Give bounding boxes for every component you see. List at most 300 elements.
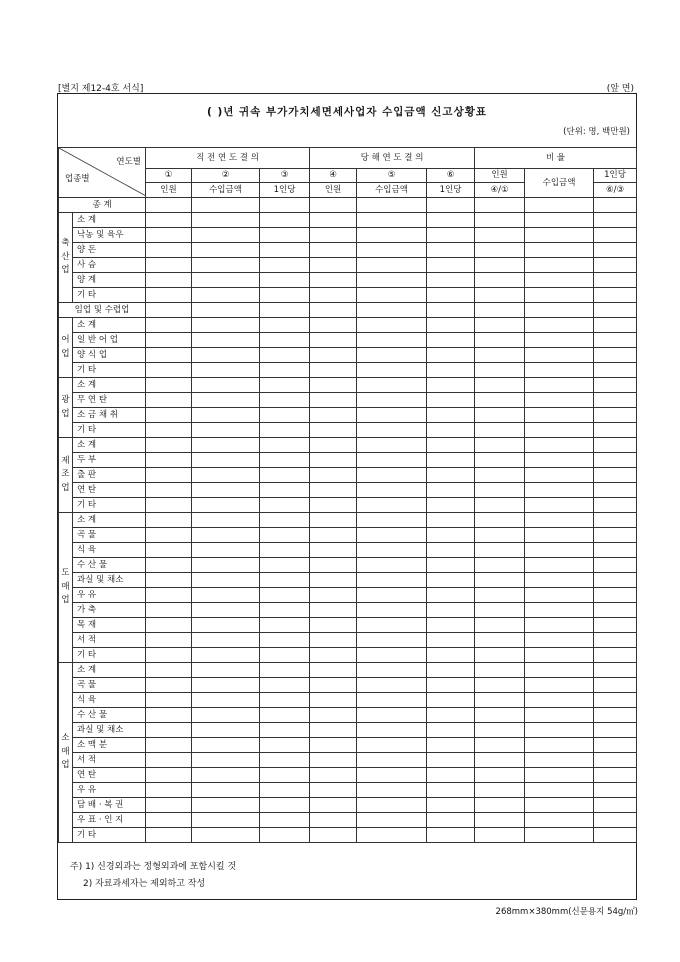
data-cell[interactable]: [357, 708, 427, 723]
data-cell[interactable]: [475, 408, 525, 423]
data-cell[interactable]: [525, 648, 594, 663]
data-cell[interactable]: [146, 588, 192, 603]
data-cell[interactable]: [192, 738, 260, 753]
data-cell[interactable]: [475, 783, 525, 798]
data-cell[interactable]: [525, 318, 594, 333]
data-cell[interactable]: [146, 348, 192, 363]
data-cell[interactable]: [146, 273, 192, 288]
data-cell[interactable]: [427, 348, 475, 363]
data-cell[interactable]: [594, 828, 637, 843]
data-cell[interactable]: [260, 258, 310, 273]
data-cell[interactable]: [357, 243, 427, 258]
data-cell[interactable]: [427, 213, 475, 228]
data-cell[interactable]: [525, 543, 594, 558]
data-cell[interactable]: [357, 543, 427, 558]
data-cell[interactable]: [525, 693, 594, 708]
data-cell[interactable]: [475, 693, 525, 708]
data-cell[interactable]: [310, 693, 357, 708]
data-cell[interactable]: [594, 423, 637, 438]
data-cell[interactable]: [594, 498, 637, 513]
data-cell[interactable]: [192, 603, 260, 618]
data-cell[interactable]: [310, 498, 357, 513]
data-cell[interactable]: [357, 828, 427, 843]
data-cell[interactable]: [260, 588, 310, 603]
data-cell[interactable]: [357, 513, 427, 528]
data-cell[interactable]: [192, 768, 260, 783]
data-cell[interactable]: [594, 273, 637, 288]
data-cell[interactable]: [594, 393, 637, 408]
data-cell[interactable]: [310, 408, 357, 423]
data-cell[interactable]: [475, 573, 525, 588]
data-cell[interactable]: [260, 768, 310, 783]
data-cell[interactable]: [427, 318, 475, 333]
data-cell[interactable]: [357, 198, 427, 213]
data-cell[interactable]: [427, 573, 475, 588]
data-cell[interactable]: [357, 528, 427, 543]
data-cell[interactable]: [146, 828, 192, 843]
data-cell[interactable]: [357, 348, 427, 363]
data-cell[interactable]: [475, 663, 525, 678]
data-cell[interactable]: [525, 498, 594, 513]
data-cell[interactable]: [357, 618, 427, 633]
data-cell[interactable]: [192, 258, 260, 273]
data-cell[interactable]: [192, 318, 260, 333]
data-cell[interactable]: [260, 828, 310, 843]
data-cell[interactable]: [260, 453, 310, 468]
data-cell[interactable]: [357, 813, 427, 828]
data-cell[interactable]: [525, 348, 594, 363]
data-cell[interactable]: [260, 198, 310, 213]
data-cell[interactable]: [475, 738, 525, 753]
data-cell[interactable]: [357, 363, 427, 378]
data-cell[interactable]: [260, 573, 310, 588]
data-cell[interactable]: [192, 693, 260, 708]
data-cell[interactable]: [146, 378, 192, 393]
data-cell[interactable]: [357, 483, 427, 498]
data-cell[interactable]: [427, 498, 475, 513]
data-cell[interactable]: [427, 648, 475, 663]
data-cell[interactable]: [594, 363, 637, 378]
data-cell[interactable]: [146, 783, 192, 798]
data-cell[interactable]: [310, 228, 357, 243]
data-cell[interactable]: [310, 588, 357, 603]
data-cell[interactable]: [357, 468, 427, 483]
data-cell[interactable]: [260, 603, 310, 618]
data-cell[interactable]: [475, 273, 525, 288]
data-cell[interactable]: [357, 423, 427, 438]
data-cell[interactable]: [427, 753, 475, 768]
data-cell[interactable]: [310, 618, 357, 633]
data-cell[interactable]: [525, 828, 594, 843]
data-cell[interactable]: [594, 333, 637, 348]
data-cell[interactable]: [525, 738, 594, 753]
data-cell[interactable]: [146, 198, 192, 213]
data-cell[interactable]: [427, 468, 475, 483]
data-cell[interactable]: [192, 438, 260, 453]
data-cell[interactable]: [192, 828, 260, 843]
data-cell[interactable]: [594, 513, 637, 528]
data-cell[interactable]: [146, 693, 192, 708]
data-cell[interactable]: [192, 618, 260, 633]
data-cell[interactable]: [146, 678, 192, 693]
data-cell[interactable]: [192, 453, 260, 468]
data-cell[interactable]: [146, 543, 192, 558]
data-cell[interactable]: [260, 318, 310, 333]
data-cell[interactable]: [594, 723, 637, 738]
data-cell[interactable]: [525, 513, 594, 528]
data-cell[interactable]: [260, 543, 310, 558]
data-cell[interactable]: [594, 243, 637, 258]
data-cell[interactable]: [427, 528, 475, 543]
data-cell[interactable]: [475, 228, 525, 243]
data-cell[interactable]: [525, 633, 594, 648]
data-cell[interactable]: [594, 348, 637, 363]
data-cell[interactable]: [310, 603, 357, 618]
data-cell[interactable]: [427, 543, 475, 558]
data-cell[interactable]: [427, 723, 475, 738]
data-cell[interactable]: [310, 678, 357, 693]
data-cell[interactable]: [260, 393, 310, 408]
data-cell[interactable]: [310, 453, 357, 468]
data-cell[interactable]: [525, 303, 594, 318]
data-cell[interactable]: [594, 618, 637, 633]
data-cell[interactable]: [260, 783, 310, 798]
data-cell[interactable]: [310, 768, 357, 783]
data-cell[interactable]: [525, 453, 594, 468]
data-cell[interactable]: [525, 603, 594, 618]
data-cell[interactable]: [594, 633, 637, 648]
data-cell[interactable]: [146, 513, 192, 528]
data-cell[interactable]: [594, 453, 637, 468]
data-cell[interactable]: [525, 393, 594, 408]
data-cell[interactable]: [310, 288, 357, 303]
data-cell[interactable]: [427, 438, 475, 453]
data-cell[interactable]: [192, 288, 260, 303]
data-cell[interactable]: [525, 333, 594, 348]
data-cell[interactable]: [260, 738, 310, 753]
data-cell[interactable]: [475, 723, 525, 738]
data-cell[interactable]: [427, 603, 475, 618]
data-cell[interactable]: [310, 663, 357, 678]
data-cell[interactable]: [357, 408, 427, 423]
data-cell[interactable]: [475, 198, 525, 213]
data-cell[interactable]: [146, 333, 192, 348]
data-cell[interactable]: [357, 273, 427, 288]
data-cell[interactable]: [475, 258, 525, 273]
data-cell[interactable]: [192, 723, 260, 738]
data-cell[interactable]: [525, 228, 594, 243]
data-cell[interactable]: [427, 243, 475, 258]
data-cell[interactable]: [475, 393, 525, 408]
data-cell[interactable]: [192, 333, 260, 348]
data-cell[interactable]: [357, 603, 427, 618]
data-cell[interactable]: [146, 303, 192, 318]
data-cell[interactable]: [594, 288, 637, 303]
data-cell[interactable]: [427, 828, 475, 843]
data-cell[interactable]: [475, 363, 525, 378]
data-cell[interactable]: [594, 528, 637, 543]
data-cell[interactable]: [594, 663, 637, 678]
data-cell[interactable]: [525, 723, 594, 738]
data-cell[interactable]: [427, 588, 475, 603]
data-cell[interactable]: [146, 483, 192, 498]
data-cell[interactable]: [357, 783, 427, 798]
data-cell[interactable]: [146, 798, 192, 813]
data-cell[interactable]: [525, 768, 594, 783]
data-cell[interactable]: [594, 783, 637, 798]
data-cell[interactable]: [310, 378, 357, 393]
data-cell[interactable]: [310, 543, 357, 558]
data-cell[interactable]: [310, 348, 357, 363]
data-cell[interactable]: [594, 678, 637, 693]
data-cell[interactable]: [427, 288, 475, 303]
data-cell[interactable]: [260, 813, 310, 828]
data-cell[interactable]: [357, 258, 427, 273]
data-cell[interactable]: [525, 528, 594, 543]
data-cell[interactable]: [357, 228, 427, 243]
data-cell[interactable]: [475, 318, 525, 333]
data-cell[interactable]: [146, 528, 192, 543]
data-cell[interactable]: [260, 363, 310, 378]
data-cell[interactable]: [475, 753, 525, 768]
data-cell[interactable]: [427, 663, 475, 678]
data-cell[interactable]: [475, 603, 525, 618]
data-cell[interactable]: [427, 693, 475, 708]
data-cell[interactable]: [427, 363, 475, 378]
data-cell[interactable]: [260, 288, 310, 303]
data-cell[interactable]: [310, 783, 357, 798]
data-cell[interactable]: [525, 378, 594, 393]
data-cell[interactable]: [525, 573, 594, 588]
data-cell[interactable]: [357, 393, 427, 408]
data-cell[interactable]: [357, 558, 427, 573]
data-cell[interactable]: [310, 213, 357, 228]
data-cell[interactable]: [310, 333, 357, 348]
data-cell[interactable]: [525, 408, 594, 423]
data-cell[interactable]: [146, 258, 192, 273]
data-cell[interactable]: [427, 633, 475, 648]
data-cell[interactable]: [357, 678, 427, 693]
data-cell[interactable]: [192, 588, 260, 603]
data-cell[interactable]: [525, 273, 594, 288]
data-cell[interactable]: [146, 618, 192, 633]
data-cell[interactable]: [427, 783, 475, 798]
data-cell[interactable]: [525, 288, 594, 303]
data-cell[interactable]: [475, 528, 525, 543]
data-cell[interactable]: [357, 663, 427, 678]
data-cell[interactable]: [594, 558, 637, 573]
data-cell[interactable]: [525, 198, 594, 213]
data-cell[interactable]: [475, 213, 525, 228]
data-cell[interactable]: [192, 648, 260, 663]
data-cell[interactable]: [525, 813, 594, 828]
data-cell[interactable]: [146, 243, 192, 258]
data-cell[interactable]: [310, 393, 357, 408]
data-cell[interactable]: [357, 648, 427, 663]
data-cell[interactable]: [475, 558, 525, 573]
data-cell[interactable]: [594, 213, 637, 228]
data-cell[interactable]: [594, 228, 637, 243]
data-cell[interactable]: [594, 408, 637, 423]
data-cell[interactable]: [357, 438, 427, 453]
data-cell[interactable]: [146, 648, 192, 663]
data-cell[interactable]: [475, 438, 525, 453]
data-cell[interactable]: [525, 438, 594, 453]
data-cell[interactable]: [260, 378, 310, 393]
data-cell[interactable]: [594, 378, 637, 393]
data-cell[interactable]: [475, 288, 525, 303]
data-cell[interactable]: [310, 753, 357, 768]
data-cell[interactable]: [310, 813, 357, 828]
data-cell[interactable]: [525, 783, 594, 798]
data-cell[interactable]: [260, 348, 310, 363]
data-cell[interactable]: [475, 468, 525, 483]
data-cell[interactable]: [310, 798, 357, 813]
data-cell[interactable]: [525, 753, 594, 768]
data-cell[interactable]: [260, 753, 310, 768]
data-cell[interactable]: [475, 423, 525, 438]
data-cell[interactable]: [357, 573, 427, 588]
data-cell[interactable]: [357, 723, 427, 738]
data-cell[interactable]: [475, 513, 525, 528]
data-cell[interactable]: [192, 393, 260, 408]
data-cell[interactable]: [357, 453, 427, 468]
data-cell[interactable]: [310, 303, 357, 318]
data-cell[interactable]: [146, 393, 192, 408]
data-cell[interactable]: [310, 243, 357, 258]
data-cell[interactable]: [260, 303, 310, 318]
data-cell[interactable]: [525, 588, 594, 603]
data-cell[interactable]: [357, 378, 427, 393]
data-cell[interactable]: [260, 513, 310, 528]
data-cell[interactable]: [310, 198, 357, 213]
data-cell[interactable]: [146, 708, 192, 723]
data-cell[interactable]: [427, 453, 475, 468]
data-cell[interactable]: [192, 633, 260, 648]
data-cell[interactable]: [594, 738, 637, 753]
data-cell[interactable]: [310, 483, 357, 498]
data-cell[interactable]: [260, 243, 310, 258]
data-cell[interactable]: [357, 693, 427, 708]
data-cell[interactable]: [594, 648, 637, 663]
data-cell[interactable]: [427, 678, 475, 693]
data-cell[interactable]: [427, 408, 475, 423]
data-cell[interactable]: [357, 588, 427, 603]
data-cell[interactable]: [594, 318, 637, 333]
data-cell[interactable]: [146, 228, 192, 243]
data-cell[interactable]: [594, 603, 637, 618]
data-cell[interactable]: [260, 213, 310, 228]
data-cell[interactable]: [192, 243, 260, 258]
data-cell[interactable]: [357, 288, 427, 303]
data-cell[interactable]: [427, 558, 475, 573]
data-cell[interactable]: [260, 423, 310, 438]
data-cell[interactable]: [475, 453, 525, 468]
data-cell[interactable]: [192, 228, 260, 243]
data-cell[interactable]: [310, 318, 357, 333]
data-cell[interactable]: [146, 498, 192, 513]
data-cell[interactable]: [357, 498, 427, 513]
data-cell[interactable]: [475, 498, 525, 513]
data-cell[interactable]: [475, 378, 525, 393]
data-cell[interactable]: [357, 318, 427, 333]
data-cell[interactable]: [146, 753, 192, 768]
data-cell[interactable]: [146, 633, 192, 648]
data-cell[interactable]: [146, 408, 192, 423]
data-cell[interactable]: [192, 528, 260, 543]
data-cell[interactable]: [525, 213, 594, 228]
data-cell[interactable]: [475, 618, 525, 633]
data-cell[interactable]: [260, 438, 310, 453]
data-cell[interactable]: [594, 303, 637, 318]
data-cell[interactable]: [260, 723, 310, 738]
data-cell[interactable]: [594, 258, 637, 273]
data-cell[interactable]: [525, 678, 594, 693]
data-cell[interactable]: [310, 468, 357, 483]
data-cell[interactable]: [525, 663, 594, 678]
data-cell[interactable]: [357, 798, 427, 813]
data-cell[interactable]: [525, 483, 594, 498]
data-cell[interactable]: [260, 528, 310, 543]
data-cell[interactable]: [475, 243, 525, 258]
data-cell[interactable]: [260, 558, 310, 573]
data-cell[interactable]: [357, 213, 427, 228]
data-cell[interactable]: [427, 303, 475, 318]
data-cell[interactable]: [475, 828, 525, 843]
data-cell[interactable]: [310, 558, 357, 573]
data-cell[interactable]: [192, 708, 260, 723]
data-cell[interactable]: [475, 333, 525, 348]
data-cell[interactable]: [357, 768, 427, 783]
data-cell[interactable]: [427, 738, 475, 753]
data-cell[interactable]: [427, 768, 475, 783]
data-cell[interactable]: [594, 483, 637, 498]
data-cell[interactable]: [192, 348, 260, 363]
data-cell[interactable]: [594, 438, 637, 453]
data-cell[interactable]: [525, 423, 594, 438]
data-cell[interactable]: [427, 483, 475, 498]
data-cell[interactable]: [146, 423, 192, 438]
data-cell[interactable]: [310, 708, 357, 723]
data-cell[interactable]: [192, 513, 260, 528]
data-cell[interactable]: [146, 213, 192, 228]
data-cell[interactable]: [427, 813, 475, 828]
data-cell[interactable]: [192, 378, 260, 393]
data-cell[interactable]: [260, 228, 310, 243]
data-cell[interactable]: [594, 693, 637, 708]
data-cell[interactable]: [594, 798, 637, 813]
data-cell[interactable]: [525, 558, 594, 573]
data-cell[interactable]: [475, 633, 525, 648]
data-cell[interactable]: [310, 528, 357, 543]
data-cell[interactable]: [427, 423, 475, 438]
data-cell[interactable]: [310, 273, 357, 288]
data-cell[interactable]: [475, 813, 525, 828]
data-cell[interactable]: [146, 768, 192, 783]
data-cell[interactable]: [260, 618, 310, 633]
data-cell[interactable]: [475, 483, 525, 498]
data-cell[interactable]: [310, 363, 357, 378]
data-cell[interactable]: [146, 573, 192, 588]
data-cell[interactable]: [594, 198, 637, 213]
data-cell[interactable]: [594, 813, 637, 828]
data-cell[interactable]: [310, 723, 357, 738]
data-cell[interactable]: [475, 798, 525, 813]
data-cell[interactable]: [475, 348, 525, 363]
data-cell[interactable]: [427, 273, 475, 288]
data-cell[interactable]: [310, 423, 357, 438]
data-cell[interactable]: [146, 363, 192, 378]
